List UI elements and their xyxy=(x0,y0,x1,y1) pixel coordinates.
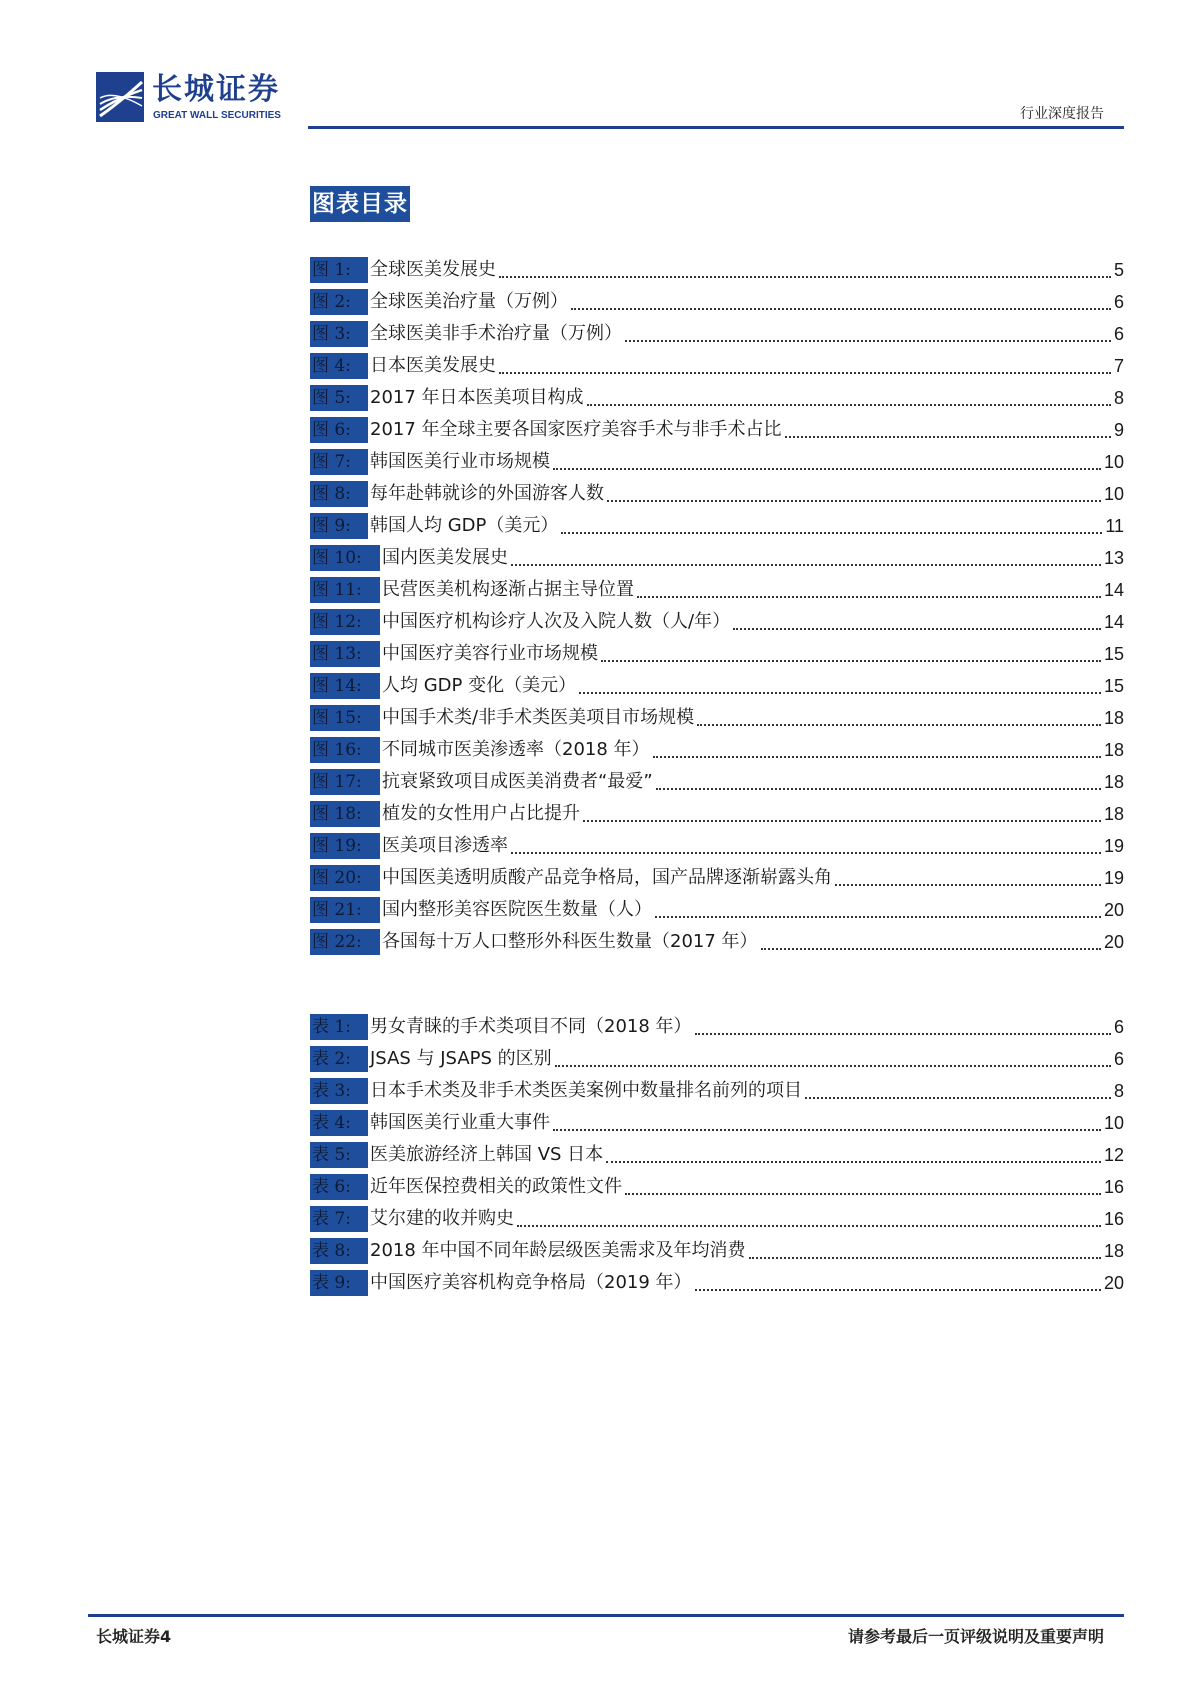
figure-title: 全球医美发展史 xyxy=(370,259,496,280)
table-label: 表 7: xyxy=(310,1206,368,1232)
page-number: 19 xyxy=(1103,836,1124,856)
page-number: 12 xyxy=(1103,1145,1124,1165)
figure-entry[interactable] xyxy=(310,670,1124,702)
table-entry[interactable] xyxy=(310,1267,1124,1299)
page-number: 9 xyxy=(1113,420,1124,440)
dot-leader xyxy=(553,1111,1101,1131)
table-title: 2018 年中国不同年龄层级医美需求及年均消费 xyxy=(370,1240,746,1261)
figure-entry[interactable] xyxy=(310,350,1124,382)
page-number: 15 xyxy=(1103,644,1124,664)
figure-entry[interactable] xyxy=(310,254,1124,286)
logo-chinese-name: 长城证券 xyxy=(152,72,280,107)
figure-entry[interactable] xyxy=(310,414,1124,446)
dot-leader xyxy=(805,1079,1111,1099)
report-type: 行业深度报告 xyxy=(1020,106,1104,122)
figure-title: 中国医疗美容行业市场规模 xyxy=(382,643,598,664)
figure-title: 2017 年全球主要各国家医疗美容手术与非手术占比 xyxy=(370,419,782,440)
table-entry[interactable] xyxy=(310,1011,1124,1043)
table-entry[interactable] xyxy=(310,1043,1124,1075)
figure-entry[interactable] xyxy=(310,830,1124,862)
page-number: 6 xyxy=(1113,324,1124,344)
figure-title: 全球医美非手术治疗量（万例） xyxy=(370,323,622,344)
figure-label: 图 20: xyxy=(310,865,380,891)
figure-title: 中国医美透明质酸产品竞争格局，国产品牌逐渐崭露头角 xyxy=(382,867,832,888)
dot-leader xyxy=(555,1047,1111,1067)
figure-title: 人均 GDP 变化（美元） xyxy=(382,675,577,696)
figure-label: 图 15: xyxy=(310,705,380,731)
figure-entry[interactable] xyxy=(310,510,1124,542)
table-label: 表 5: xyxy=(310,1142,368,1168)
figure-entry[interactable] xyxy=(310,862,1124,894)
page-number: 10 xyxy=(1103,1113,1124,1133)
page-number: 10 xyxy=(1103,452,1124,472)
dot-leader xyxy=(785,418,1111,438)
page-number: 18 xyxy=(1103,772,1124,792)
table-title: 近年医保控费相关的政策性文件 xyxy=(370,1176,622,1197)
figure-title: 日本医美发展史 xyxy=(370,355,496,376)
dot-leader xyxy=(511,834,1101,854)
figure-entry[interactable] xyxy=(310,734,1124,766)
dot-leader xyxy=(571,290,1111,310)
dot-leader xyxy=(625,1175,1101,1195)
table-entry[interactable] xyxy=(310,1235,1124,1267)
figure-entry[interactable] xyxy=(310,382,1124,414)
dot-leader xyxy=(499,354,1111,374)
dot-leader xyxy=(656,770,1101,790)
figure-entry[interactable] xyxy=(310,926,1124,958)
table-title: 男女青睐的手术类项目不同（2018 年） xyxy=(370,1016,692,1037)
dot-leader xyxy=(606,1143,1101,1163)
dot-leader xyxy=(749,1239,1101,1259)
dot-leader xyxy=(579,674,1101,694)
figure-title: 2017 年日本医美项目构成 xyxy=(370,387,584,408)
page-number: 8 xyxy=(1113,1081,1124,1101)
page-number: 14 xyxy=(1103,580,1124,600)
company-logo xyxy=(96,72,296,124)
figure-entry[interactable] xyxy=(310,702,1124,734)
figure-label: 图 2: xyxy=(310,289,368,315)
dot-leader xyxy=(695,1015,1111,1035)
footer-divider xyxy=(88,1614,1124,1617)
dot-leader xyxy=(695,1271,1101,1291)
great-wall-logo-icon xyxy=(96,72,144,122)
page-number: 19 xyxy=(1103,868,1124,888)
table-label: 表 1: xyxy=(310,1014,368,1040)
table-label: 表 9: xyxy=(310,1270,368,1296)
figure-title: 中国手术类/非手术类医美项目市场规模 xyxy=(382,707,695,728)
page-number: 20 xyxy=(1103,1273,1124,1293)
page-number: 7 xyxy=(1113,356,1124,376)
page-number: 16 xyxy=(1103,1209,1124,1229)
page-number: 18 xyxy=(1103,740,1124,760)
page-number: 14 xyxy=(1103,612,1124,632)
table-entry[interactable] xyxy=(310,1075,1124,1107)
dot-leader xyxy=(655,898,1101,918)
page-number: 20 xyxy=(1103,932,1124,952)
dot-leader xyxy=(733,610,1101,630)
table-entry[interactable] xyxy=(310,1107,1124,1139)
table-entry[interactable] xyxy=(310,1171,1124,1203)
dot-leader xyxy=(835,866,1101,886)
page-number: 8 xyxy=(1113,388,1124,408)
figure-label: 图 17: xyxy=(310,769,380,795)
page-number: 20 xyxy=(1103,900,1124,920)
figure-title: 韩国医美行业市场规模 xyxy=(370,451,550,472)
dot-leader xyxy=(607,482,1101,502)
table-label: 表 3: xyxy=(310,1078,368,1104)
page-number: 5 xyxy=(1113,260,1124,280)
figure-label: 图 6: xyxy=(310,417,368,443)
figure-label: 图 13: xyxy=(310,641,380,667)
table-entry[interactable] xyxy=(310,1203,1124,1235)
figure-label: 图 3: xyxy=(310,321,368,347)
dot-leader xyxy=(553,450,1101,470)
page-number: 6 xyxy=(1113,292,1124,312)
figure-title: 抗衰紧致项目成医美消费者“最爱” xyxy=(382,771,653,792)
table-label: 表 4: xyxy=(310,1110,368,1136)
figure-title: 不同城市医美渗透率（2018 年） xyxy=(382,739,650,760)
figure-title: 韩国人均 GDP（美元） xyxy=(370,515,559,536)
dot-leader xyxy=(761,930,1101,950)
figure-entry[interactable] xyxy=(310,766,1124,798)
toc-title: 图表目录 xyxy=(310,186,410,222)
page-number: 6 xyxy=(1113,1049,1124,1069)
dot-leader xyxy=(587,386,1111,406)
figure-entry[interactable] xyxy=(310,894,1124,926)
figure-label: 图 22: xyxy=(310,929,380,955)
dot-leader xyxy=(625,322,1111,342)
page-number: 15 xyxy=(1103,676,1124,696)
figure-title: 植发的女性用户占比提升 xyxy=(382,803,580,824)
figure-label: 图 12: xyxy=(310,609,380,635)
footer-company-page: 长城证券4 xyxy=(96,1627,172,1646)
figure-title: 中国医疗机构诊疗人次及入院人数（人/年） xyxy=(382,611,731,632)
table-title: 日本手术类及非手术类医美案例中数量排名前列的项目 xyxy=(370,1080,802,1101)
page-number: 16 xyxy=(1103,1177,1124,1197)
figure-title: 国内医美发展史 xyxy=(382,547,508,568)
dot-leader xyxy=(511,546,1101,566)
figure-title: 全球医美治疗量（万例） xyxy=(370,291,568,312)
page-number: 18 xyxy=(1103,1241,1124,1261)
figure-label: 图 7: xyxy=(310,449,368,475)
table-label: 表 6: xyxy=(310,1174,368,1200)
page-number: 18 xyxy=(1103,708,1124,728)
figure-entry[interactable] xyxy=(310,542,1124,574)
figure-entry[interactable] xyxy=(310,798,1124,830)
table-title: JSAS 与 JSAPS 的区别 xyxy=(370,1048,552,1069)
figure-entry[interactable] xyxy=(310,446,1124,478)
table-title: 中国医疗美容机构竞争格局（2019 年） xyxy=(370,1272,692,1293)
figure-title: 医美项目渗透率 xyxy=(382,835,508,856)
figure-title: 各国每十万人口整形外科医生数量（2017 年） xyxy=(382,931,758,952)
table-list xyxy=(310,1011,1124,1299)
figure-entry[interactable] xyxy=(310,638,1124,670)
page-number: 6 xyxy=(1113,1017,1124,1037)
page-number: 10 xyxy=(1103,484,1124,504)
figure-label: 图 5: xyxy=(310,385,368,411)
header-divider xyxy=(308,126,1124,129)
dot-leader xyxy=(601,642,1101,662)
figure-title: 每年赴韩就诊的外国游客人数 xyxy=(370,483,604,504)
table-title: 医美旅游经济上韩国 VS 日本 xyxy=(370,1144,604,1165)
table-title: 艾尔建的收并购史 xyxy=(370,1208,514,1229)
figure-title: 民营医美机构逐渐占据主导位置 xyxy=(382,579,634,600)
dot-leader xyxy=(499,258,1111,278)
figure-label: 图 21: xyxy=(310,897,380,923)
figure-label: 图 4: xyxy=(310,353,368,379)
figure-title: 国内整形美容医院医生数量（人） xyxy=(382,899,652,920)
table-label: 表 8: xyxy=(310,1238,368,1264)
dot-leader xyxy=(697,706,1101,726)
dot-leader xyxy=(517,1207,1101,1227)
logo-english-name: GREAT WALL SECURITIES xyxy=(153,110,281,121)
page-number: 11 xyxy=(1105,516,1124,536)
figure-entry[interactable] xyxy=(310,478,1124,510)
footer-disclaimer: 请参考最后一页评级说明及重要声明 xyxy=(847,1627,1104,1646)
figure-entry[interactable] xyxy=(310,318,1124,350)
dot-leader xyxy=(561,514,1102,534)
page-number: 18 xyxy=(1103,804,1124,824)
dot-leader xyxy=(653,738,1101,758)
figure-label: 图 14: xyxy=(310,673,380,699)
figure-label: 图 9: xyxy=(310,513,368,539)
dot-leader xyxy=(637,578,1101,598)
figure-label: 图 18: xyxy=(310,801,380,827)
figure-label: 图 19: xyxy=(310,833,380,859)
figure-label: 图 1: xyxy=(310,257,368,283)
figure-label: 图 8: xyxy=(310,481,368,507)
dot-leader xyxy=(583,802,1101,822)
figure-entry[interactable] xyxy=(310,574,1124,606)
figure-list xyxy=(310,254,1124,958)
table-label: 表 2: xyxy=(310,1046,368,1072)
figure-label: 图 10: xyxy=(310,545,380,571)
figure-label: 图 11: xyxy=(310,577,380,603)
table-entry[interactable] xyxy=(310,1139,1124,1171)
figure-label: 图 16: xyxy=(310,737,380,763)
figure-entry[interactable] xyxy=(310,286,1124,318)
table-title: 韩国医美行业重大事件 xyxy=(370,1112,550,1133)
page-number: 13 xyxy=(1103,548,1124,568)
figure-entry[interactable] xyxy=(310,606,1124,638)
